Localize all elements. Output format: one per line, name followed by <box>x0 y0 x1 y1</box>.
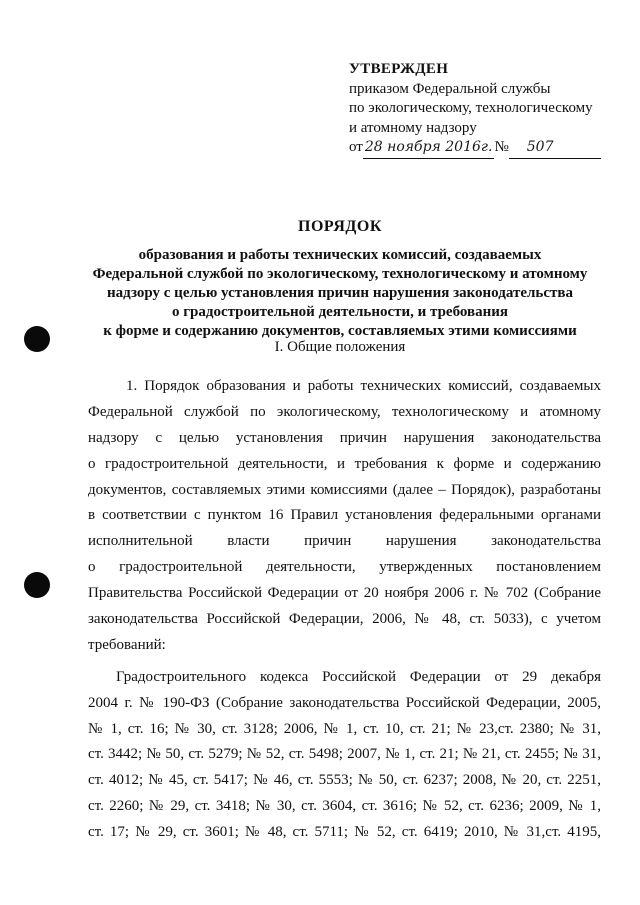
paragraph-line: ст. 4012; № 45, ст. 5417; № 46, ст. 5553; № 50, ст. 6237; 2008, № 20, ст. 2251, <box>88 772 601 789</box>
body-text <box>88 374 601 846</box>
paragraph-line: № 1, ст. 16; № 30, ст. 3128; 2006, № 1, ст. 10, ст. 21; № 23,ст. 2380; № 31, <box>88 720 601 737</box>
paragraph-line: Правительства Российской Федерации от 20 ноября 2006 г. № 702 (Собрание <box>88 585 601 602</box>
paragraph-line: ст. 17; № 29, ст. 3601; № 48, ст. 5711; № 52, ст. 6419; 2010, № 31,ст. 4195, <box>88 824 601 841</box>
title-main: ПОРЯДОК <box>298 218 382 235</box>
paragraph-line: ст. 3442; № 50, ст. 5279; № 52, ст. 5498; 2007, № 1, ст. 21; № 21, ст. 2455; № 31, <box>88 746 601 763</box>
approval-line: и атомному надзору <box>349 119 477 136</box>
title-line: к форме и содержанию документов, составляемых этими комиссиями <box>103 323 577 339</box>
handwritten-date: 28 ноября 2016г. <box>363 138 495 159</box>
paragraph-line: о градостроительной деятельности, и требования к форме и содержанию <box>88 455 601 472</box>
date-prefix: от <box>349 139 363 155</box>
paragraph-line: законодательства Российской Федерации, 2006, № 48, ст. 5033), с учетом <box>88 611 601 628</box>
paragraph-line: документов, составляемых этими комиссиями (далее – Порядок), разработаны <box>88 481 601 498</box>
title-line: образования и работы технических комиссий, создаваемых <box>138 247 542 263</box>
title-line: Федеральной службой по экологическому, технологическому и атомному <box>92 266 588 282</box>
paragraph-line: требований: <box>88 636 166 653</box>
approval-line: приказом Федеральной службы <box>349 80 551 97</box>
handwritten-number: 507 <box>509 138 601 159</box>
paragraph-line: ст. 2260; № 29, ст. 3418; № 30, ст. 3604, ст. 3616; № 52, ст. 6236; 2009, № 1, <box>88 798 601 815</box>
approval-block <box>349 60 601 159</box>
paragraph-line: в соответствии с пунктом 16 Правил установления федеральными органами <box>88 507 601 524</box>
paragraph-line: 1. Порядок образования и работы технических комиссий, создаваемых <box>126 378 601 394</box>
order-date-number <box>349 138 601 159</box>
paragraph-line: Градостроительного кодекса Российской Федерации от 29 декабря <box>116 668 601 685</box>
paragraph-line: 2004 г. № 190-ФЗ (Собрание законодательства Российской Федерации, 2005, <box>88 694 601 711</box>
paragraph-line: исполнительной власти причин нарушения законодательства <box>88 533 601 550</box>
paragraph-line: надзору с целью установления причин нарушения законодательства <box>88 429 601 446</box>
paragraph-line: о градостроительной деятельности, утвержденных постановлением <box>88 559 601 576</box>
approval-heading: УТВЕРЖДЕН <box>349 61 449 77</box>
number-label: № <box>494 139 509 155</box>
section-heading: I. Общие положения <box>274 339 406 355</box>
title-line: надзору с целью установления причин нарушения законодательства <box>107 285 573 301</box>
punch-hole-bottom <box>24 572 50 598</box>
paragraph-line: Федеральной службой по экологическому, технологическому и атомному <box>88 403 601 420</box>
document-title <box>80 217 600 341</box>
title-line: о градостроительной деятельности, и требования <box>171 304 508 320</box>
approval-line: по экологическому, технологическому <box>349 100 593 116</box>
punch-hole-top <box>24 326 50 352</box>
